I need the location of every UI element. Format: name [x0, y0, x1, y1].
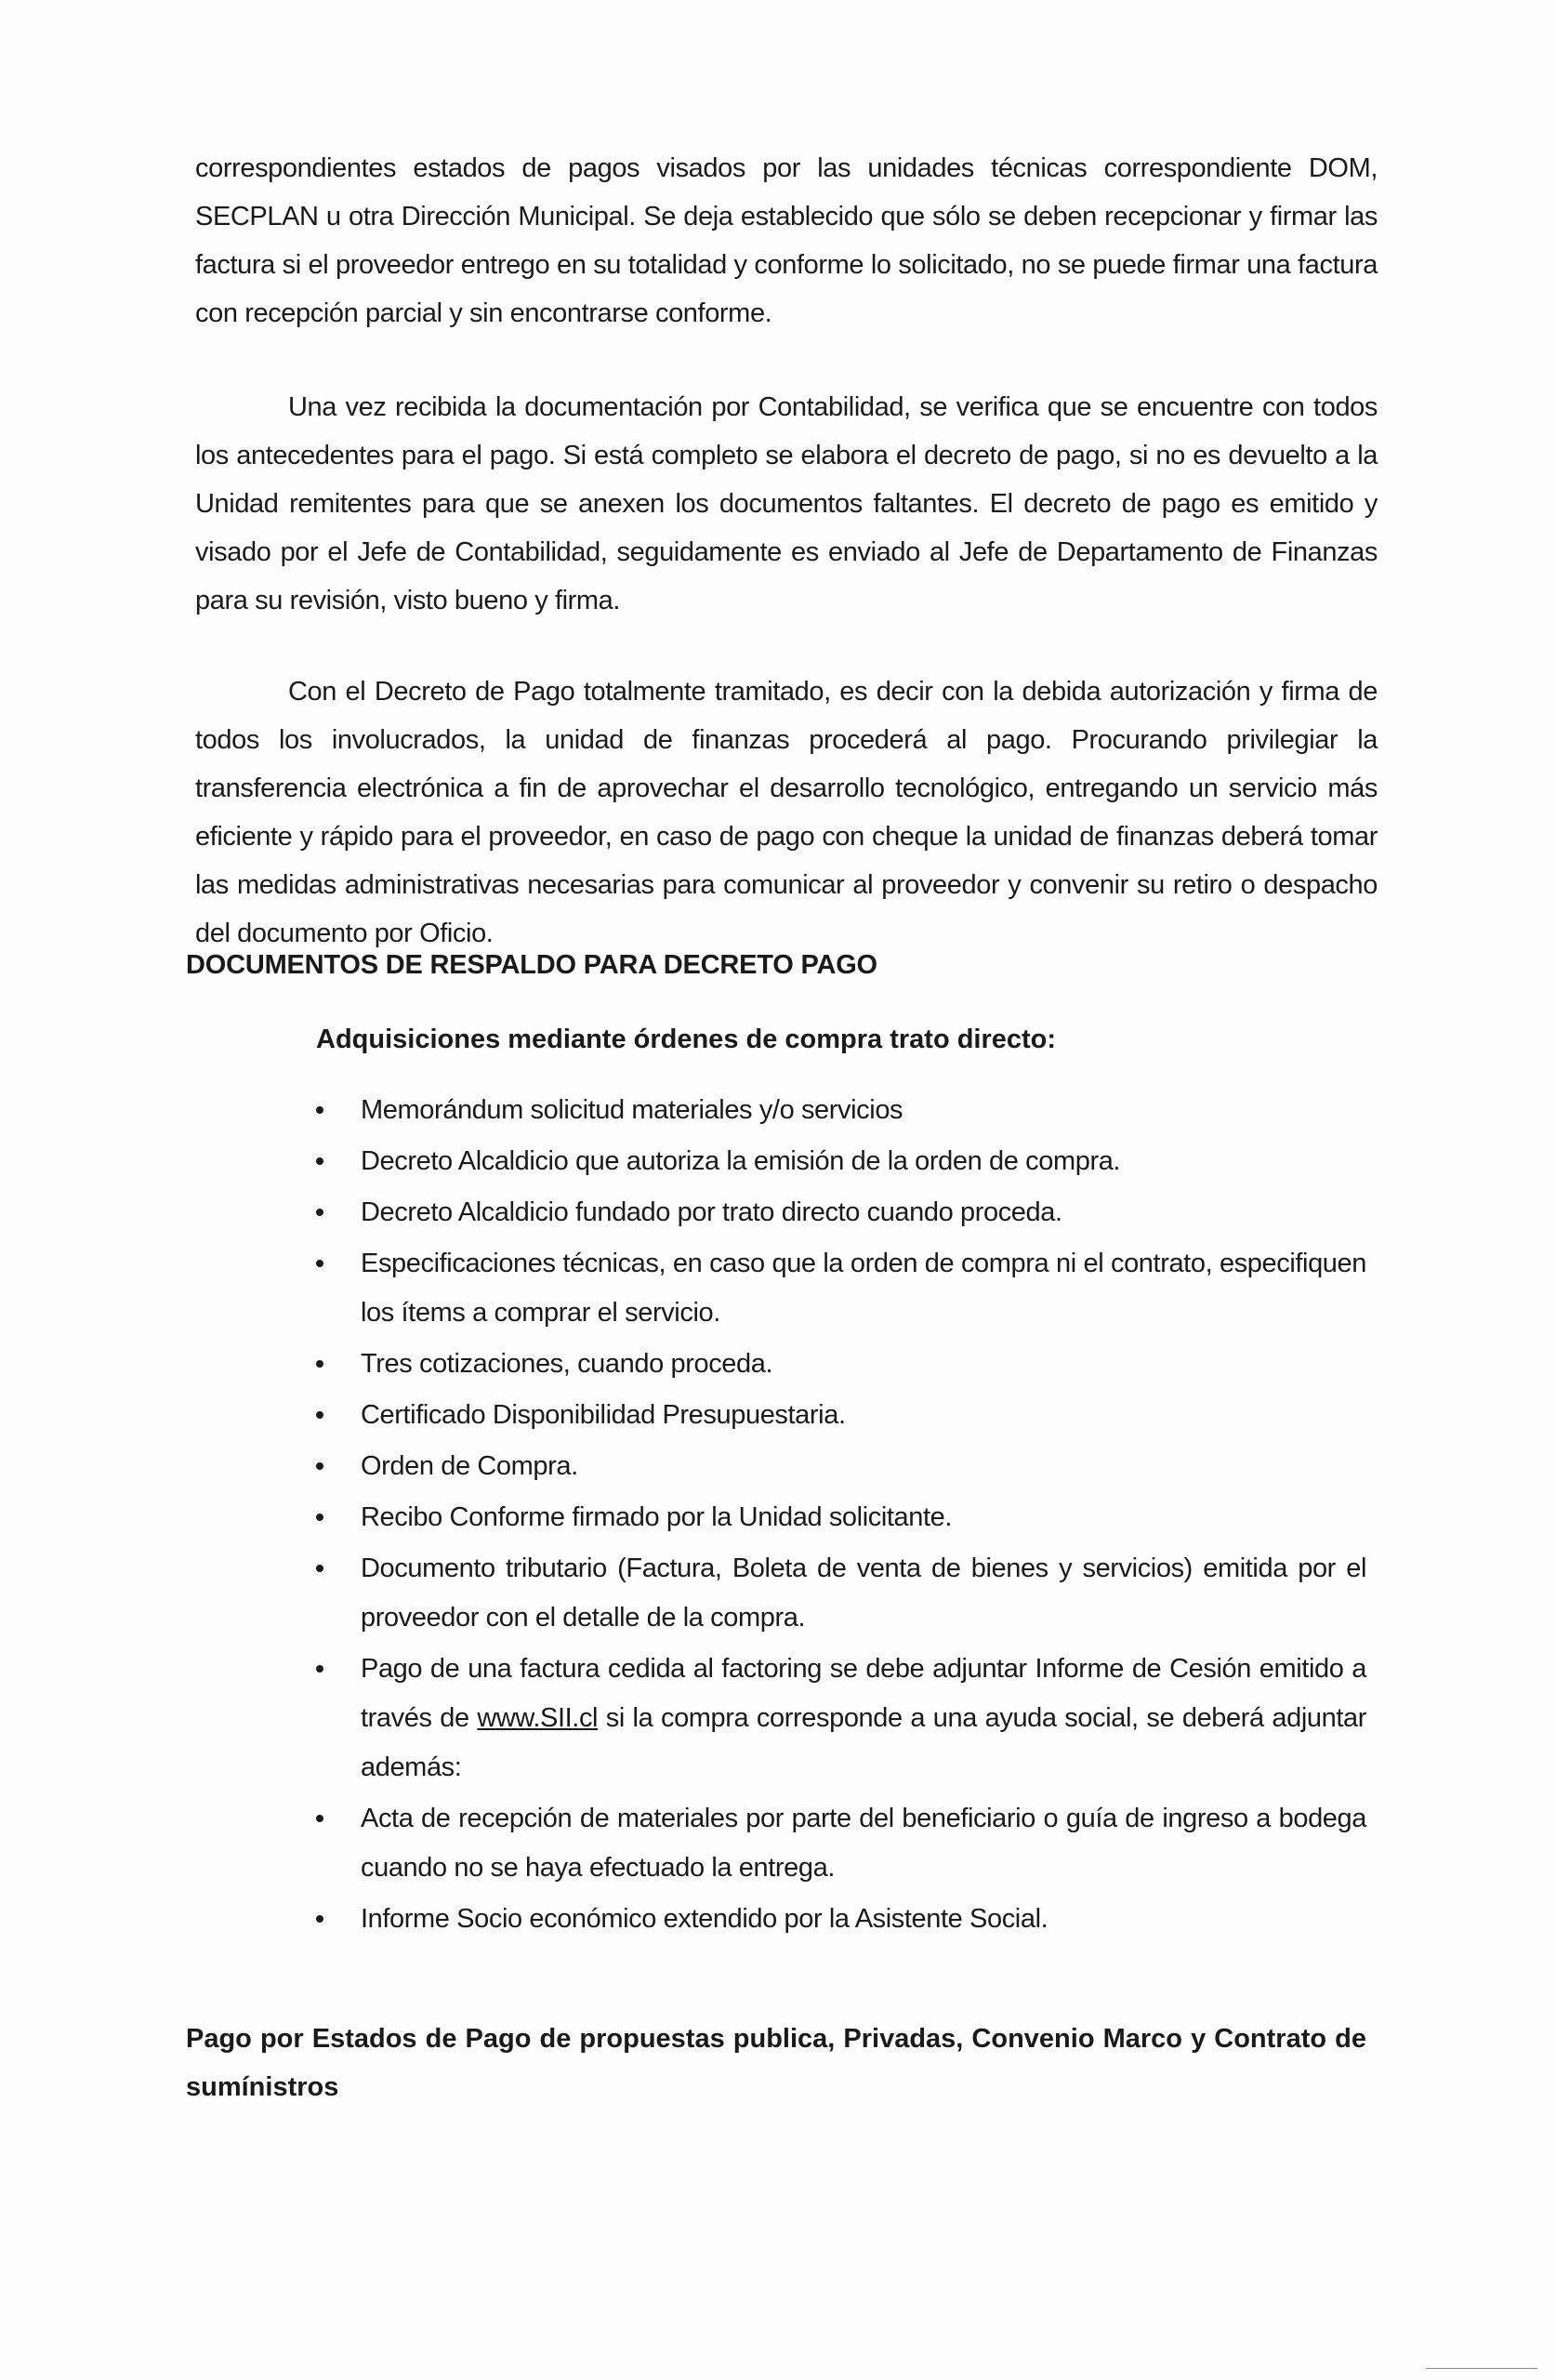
- list-item: [316, 1239, 1366, 1338]
- bullet-icon: [316, 1665, 323, 1673]
- bullet-icon: [316, 1514, 323, 1521]
- bullet-icon: [316, 1360, 323, 1368]
- paragraph-payment-decree: Con el Decreto de Pago totalmente tramitado, es decir con la debida autorización y firma de todos los involucrados, la unidad de finanzas procederá al pago. Procurando privilegiar la transferencia electrónica a fin de aprovechar el desarrollo tecnológico, entregando un servicio más eficiente y rápido para el proveedor, en caso de pago con cheque la unidad de finanzas deberá tomar las medidas administrativas necesarias para comunicar al proveedor y convenir su retiro o despacho del documento por Oficio.: [195, 677, 1378, 948]
- list-item-text: Tres cotizaciones, cuando proceda.: [361, 1349, 773, 1379]
- list-item: [316, 1137, 1366, 1186]
- list-item: [316, 1493, 1366, 1542]
- bullet-icon: [316, 1157, 323, 1165]
- supporting-documents-list: [316, 1086, 1366, 1946]
- list-item: [316, 1895, 1366, 1944]
- bullet-icon: [316, 1815, 323, 1822]
- bullet-icon: [316, 1462, 323, 1470]
- list-item-text: Especificaciones técnicas, en caso que la orden de compra ni el contrato, especifiquen los ítems a comprar el servicio.: [361, 1249, 1366, 1328]
- list-item: [316, 1188, 1366, 1237]
- bullet-icon: [316, 1565, 323, 1572]
- list-item-text: Decreto Alcaldicio fundado por trato directo cuando proceda.: [361, 1197, 1062, 1227]
- list-item: [316, 1442, 1366, 1491]
- factoring-text-after: si la compra corresponde a una ayuda social, se deberá adjuntar además:: [361, 1703, 1366, 1782]
- list-item-factoring: [316, 1645, 1366, 1792]
- list-item: [316, 1340, 1366, 1389]
- factoring-text-before: Pago de una factura cedida al factoring se debe adjuntar Informe de Cesión emitido a través de: [361, 1654, 1366, 1733]
- final-heading: Pago por Estados de Pago de propuestas publica, Privadas, Convenio Marco y Contrato de sumínistros: [186, 2024, 1366, 2102]
- list-item-text: Certificado Disponibilidad Presupuestaria.: [361, 1400, 846, 1430]
- list-item-text: Decreto Alcaldicio que autoriza la emisión de la orden de compra.: [361, 1146, 1121, 1176]
- section-heading: DOCUMENTOS DE RESPALDO PARA DECRETO PAGO: [186, 950, 877, 980]
- list-item-text: Acta de recepción de materiales por parte del beneficiario o guía de ingreso a bodega cuando no se haya efectuado la entrega.: [361, 1804, 1366, 1883]
- list-item: [316, 1391, 1366, 1440]
- list-item-text: Orden de Compra.: [361, 1451, 578, 1481]
- list-item: [316, 1544, 1366, 1643]
- list-item-text: Documento tributario (Factura, Boleta de venta de bienes y servicios) emitida por el proveedor con el detalle de la compra.: [361, 1554, 1366, 1633]
- list-item-text: Recibo Conforme firmado por la Unidad solicitante.: [361, 1502, 953, 1532]
- bullet-icon: [316, 1260, 323, 1267]
- list-item-text: Informe Socio económico extendido por la Asistente Social.: [361, 1904, 1048, 1934]
- bullet-icon: [316, 1411, 323, 1419]
- paragraph-payment-states: correspondientes estados de pagos visados por las unidades técnicas correspondiente DOM, SECPLAN u otra Dirección Municipal. Se deja establecido que sólo se deben recepcionar y firmar las factura si el proveedor entrego en su totalidad y conforme lo solicitado, no se puede firmar una factura con recepción parcial y sin encontrarse conforme.: [195, 153, 1378, 328]
- list-item: [316, 1794, 1366, 1893]
- list-item-text: Memorándum solicitud materiales y/o servicios: [361, 1095, 903, 1125]
- bullet-icon: [316, 1106, 323, 1114]
- list-item: [316, 1086, 1366, 1135]
- subsection-heading: Adquisiciones mediante órdenes de compra trato directo:: [316, 1025, 1057, 1054]
- bullet-icon: [316, 1915, 323, 1923]
- bullet-icon: [316, 1209, 323, 1216]
- paragraph-accounting-review: Una vez recibida la documentación por Contabilidad, se verifica que se encuentre con todos los antecedentes para el pago. Si está completo se elabora el decreto de pago, si no es devuelto a la Unidad remitentes para que se anexen los documentos faltantes. El decreto de pago es emitido y visado por el Jefe de Contabilidad, seguidamente es enviado al Jefe de Departamento de Finanzas para su revisión, visto bueno y firma.: [195, 392, 1378, 615]
- sii-link[interactable]: www.SII.cl: [477, 1703, 599, 1733]
- scan-edge-line: [1426, 2368, 1537, 2369]
